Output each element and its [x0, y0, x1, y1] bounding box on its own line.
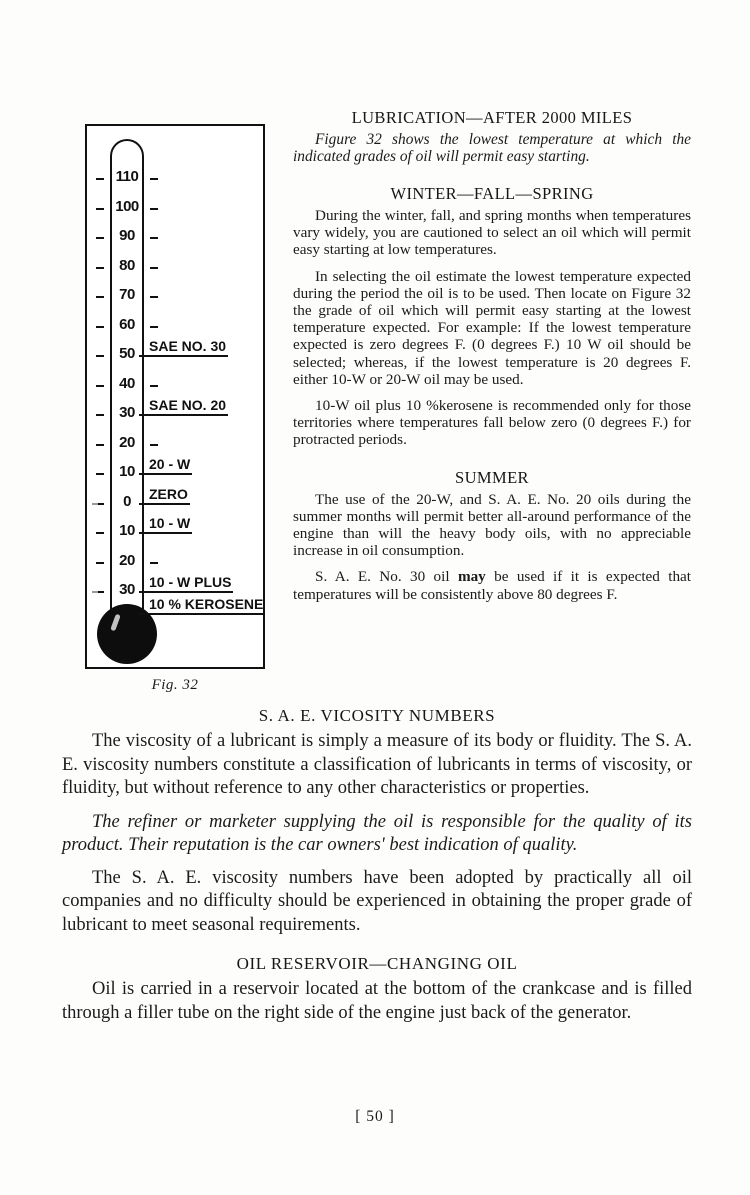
paragraph-viscosity-refiner: The refiner or marketer supplying the oil is responsible for the quality of its product. Their reputation is the car owners' best indication of quality.: [62, 811, 692, 855]
paragraph-figure-intro: Figure 32 shows the lowest temperature at which the indicated grades of oil will permit easy starting.: [293, 131, 691, 165]
tick-label: 110: [115, 168, 139, 185]
tick-label: 70: [119, 286, 135, 303]
tick-label: 20: [119, 433, 135, 451]
tick-label: 0: [123, 492, 131, 510]
tick-label: 100: [115, 197, 139, 215]
paragraph-winter-2: In selecting the oil estimate the lowest temperature expected during the period the oil is to be used. Then locate on Figure 32 the grade of oil which will permit easy starting at the lowest temperature expected. For example: If the lowest temperature expected is zero degrees F. (0 degrees F.) 10 W oil should be selected; whereas, if the lowest temperature is 20 degrees F. either 10-W or 20-W oil may be used.: [293, 267, 691, 388]
paragraph-summer-2: [293, 568, 691, 602]
tick-label: 40: [119, 374, 135, 392]
heading-summer: SUMMER: [455, 467, 529, 487]
paragraph-reservoir: Oil is carried in a reservoir located at the bottom of the crankcase and is filled through a filler tube on the right side of the engine just back of the generator.: [62, 979, 692, 1023]
grade-leader-line: [139, 355, 149, 357]
tick-label: 50: [119, 345, 135, 362]
top-section: [0, 108, 750, 708]
grade-label-text: ZERO: [147, 486, 190, 505]
heading-winter-fall-spring: WINTER—FALL—SPRING: [390, 184, 594, 203]
paragraph-summer-1: The use of the 20-W, and S. A. E. No. 20 oils during the summer months will permit better all-around performance of the engine than will the heavy body oils, with no appreciable increase in oil consumption.: [293, 490, 691, 560]
tick-label: 90: [119, 227, 135, 244]
page-number: [ 50 ]: [355, 1108, 395, 1125]
figure-caption: Fig. 32: [151, 677, 199, 693]
grade-label-text: 10 % KEROSENE: [147, 596, 265, 615]
tick-label: 80: [119, 256, 135, 274]
grade-leader-line: [139, 591, 149, 593]
paragraph-winter-1: During the winter, fall, and spring months when temperatures vary widely, you are cautioned to select an oil which will permit easy starting at low temperatures.: [293, 207, 691, 259]
tick-label: 30: [119, 404, 135, 421]
minor-dash: [92, 591, 98, 593]
heading-oil-reservoir: OIL RESERVOIR—CHANGING OIL: [236, 954, 518, 973]
grade-label: [147, 338, 228, 357]
heading-lubrication: LUBRICATION—AFTER 2000 MILES: [351, 108, 633, 127]
grade-label-text: SAE NO. 20: [147, 397, 228, 416]
minor-dash: [92, 503, 98, 505]
summer-2-emphasis: may: [457, 568, 486, 586]
paragraph-viscosity-3: The S. A. E. viscosity numbers have been adopted by practically all oil companies and no difficulty should be experienced in obtaining the proper grade of lubricant to meet seasonal requirements.: [62, 867, 692, 935]
paragraph-kerosene: 10-W oil plus 10 %kerosene is recommended only for those territories where temperatures fall below zero (0 degrees F.) for protracted periods.: [293, 397, 691, 449]
grade-label: [147, 596, 265, 615]
grade-label: [147, 397, 228, 416]
tick-label: 10: [119, 522, 135, 539]
figure-32: [85, 124, 267, 694]
grade-label: [147, 515, 192, 534]
tick-label: 60: [119, 315, 135, 333]
grade-leader-line: [139, 414, 149, 416]
grade-label-text: 10 - W PLUS: [147, 574, 233, 593]
grade-label: [147, 456, 192, 475]
summer-2-pre: S. A. E. No. 30 oil: [315, 568, 458, 586]
summer-2-post: be used if it is expected that temperatures will be consistently above 80 degrees F.: [293, 568, 691, 603]
grade-leader-line: [139, 473, 149, 475]
grade-label-text: SAE NO. 30: [147, 338, 228, 357]
tick-label: 20: [119, 551, 135, 569]
grade-label: [147, 486, 190, 505]
thermometer-frame: [85, 124, 265, 669]
tick-label: 10: [119, 463, 135, 480]
grade-leader-line: [139, 532, 149, 534]
paragraph-viscosity-1: The viscosity of a lubricant is simply a measure of its body or fluidity. The S. A. E. viscosity numbers constitute a classification of lubricants in terms of viscosity, or fluidity, but without reference to any other characteristics or properties.: [62, 731, 692, 798]
tick-label: 30: [119, 581, 135, 598]
bottom-section: [62, 706, 692, 1035]
grade-label-text: 20 - W: [147, 456, 192, 475]
grade-label: [147, 574, 233, 593]
bulb-highlight: [110, 614, 121, 632]
heading-sae-viscosity-numbers: S. A. E. VICOSITY NUMBERS: [258, 706, 496, 725]
grade-label-text: 10 - W: [147, 515, 192, 534]
grade-leader-line: [139, 613, 149, 615]
right-text-column: [293, 108, 691, 612]
grade-leader-line: [139, 503, 149, 505]
